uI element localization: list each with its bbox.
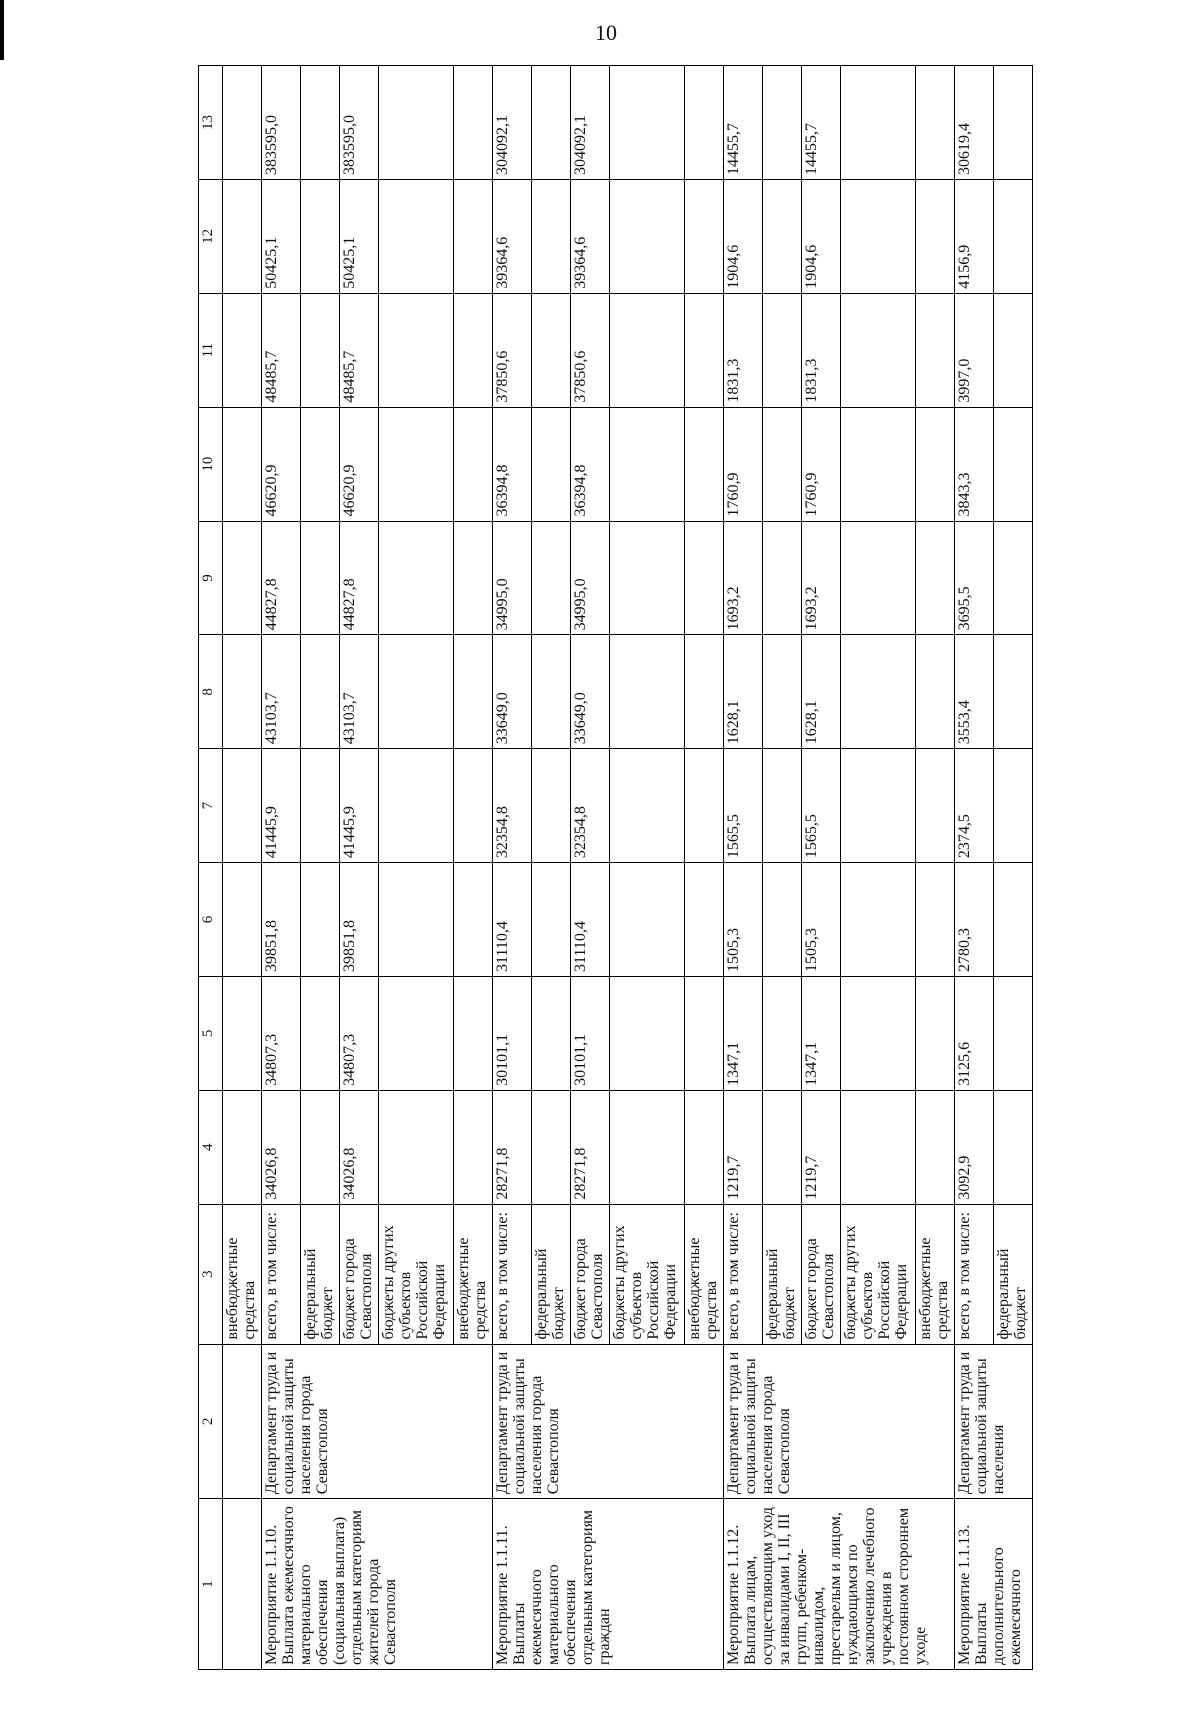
amount-cell <box>379 407 454 521</box>
amount-cell <box>685 66 724 180</box>
source-label: внебюджетные средства <box>223 1204 262 1344</box>
amount-cell <box>610 521 685 635</box>
amount-cell <box>916 1090 955 1204</box>
col-header: 12 <box>199 179 223 293</box>
amount-cell <box>301 179 340 293</box>
amount-cell <box>301 66 340 180</box>
amount-cell <box>841 863 916 977</box>
table-row <box>262 66 301 1670</box>
table-body <box>223 66 1033 1670</box>
executor: Департамент труда и социальной защиты населения <box>955 1344 1033 1499</box>
amount-cell: 3553,4 <box>955 635 994 749</box>
amount-cell <box>841 293 916 407</box>
col-header: 5 <box>199 976 223 1090</box>
amount-cell <box>610 635 685 749</box>
source-label: федеральный бюджет <box>532 1204 571 1344</box>
amount-cell <box>763 749 802 863</box>
amount-cell <box>454 293 493 407</box>
measure-title: Мероприятие 1.1.12. Выплата лицам, осуществляющим уход за инвалидами I, II, III групп, ребенком-инвалидом, престарелым и лицом, нуждающимся по заключению лечебного учреждения в постоянном стороннем уходе <box>724 1499 955 1670</box>
table-row <box>493 66 532 1670</box>
amount-cell <box>916 407 955 521</box>
amount-cell: 50425,1 <box>262 179 301 293</box>
amount-cell: 2780,3 <box>955 863 994 977</box>
measure-title: Мероприятие 1.1.11. Выплаты ежемесячного материального обеспечения отдельным категориям граждан <box>493 1499 724 1670</box>
measure-title: Мероприятие 1.1.13. Выплаты дополнительного ежемесячного <box>955 1499 1033 1670</box>
amount-cell <box>916 976 955 1090</box>
col-header: 13 <box>199 66 223 180</box>
amount-cell <box>685 976 724 1090</box>
amount-cell: 1505,3 <box>724 863 763 977</box>
source-label: бюджет города Севастополя <box>802 1204 841 1344</box>
amount-cell: 1831,3 <box>724 293 763 407</box>
amount-cell: 34807,3 <box>340 976 379 1090</box>
amount-cell <box>379 179 454 293</box>
amount-cell <box>841 179 916 293</box>
header-row <box>199 66 223 1670</box>
amount-cell: 43103,7 <box>262 635 301 749</box>
amount-cell: 1760,9 <box>802 407 841 521</box>
amount-cell: 37850,6 <box>493 293 532 407</box>
amount-cell: 2374,5 <box>955 749 994 863</box>
col-header: 6 <box>199 863 223 977</box>
rotated-table-container <box>198 65 1181 1670</box>
amount-cell <box>994 976 1033 1090</box>
executor: Департамент труда и социальной защиты населения города Севастополя <box>493 1344 724 1499</box>
source-label: бюджет города Севастополя <box>571 1204 610 1344</box>
source-label: всего, в том числе: <box>262 1204 301 1344</box>
source-label: бюджеты других субъектов Российской Федерации <box>841 1204 916 1344</box>
amount-cell <box>454 521 493 635</box>
amount-cell: 32354,8 <box>571 749 610 863</box>
amount-cell <box>841 521 916 635</box>
amount-cell: 1347,1 <box>802 976 841 1090</box>
amount-cell <box>610 179 685 293</box>
amount-cell: 36394,8 <box>493 407 532 521</box>
amount-cell: 1904,6 <box>724 179 763 293</box>
amount-cell <box>454 863 493 977</box>
amount-cell <box>994 635 1033 749</box>
amount-cell <box>763 293 802 407</box>
amount-cell <box>301 293 340 407</box>
amount-cell: 1219,7 <box>802 1090 841 1204</box>
amount-cell <box>763 179 802 293</box>
amount-cell <box>379 1090 454 1204</box>
amount-cell <box>763 863 802 977</box>
amount-cell <box>916 749 955 863</box>
amount-cell <box>763 976 802 1090</box>
amount-cell <box>379 521 454 635</box>
source-label: бюджет города Севастополя <box>340 1204 379 1344</box>
amount-cell <box>685 749 724 863</box>
amount-cell: 3843,3 <box>955 407 994 521</box>
amount-cell: 46620,9 <box>340 407 379 521</box>
amount-cell <box>379 66 454 180</box>
amount-cell: 304092,1 <box>571 66 610 180</box>
amount-cell <box>532 66 571 180</box>
amount-cell: 36394,8 <box>571 407 610 521</box>
amount-cell <box>916 863 955 977</box>
source-label: бюджеты других субъектов Российской Федерации <box>610 1204 685 1344</box>
amount-cell <box>610 66 685 180</box>
amount-cell: 31110,4 <box>493 863 532 977</box>
amount-cell: 4156,9 <box>955 179 994 293</box>
amount-cell: 1565,5 <box>802 749 841 863</box>
amount-cell <box>763 407 802 521</box>
amount-cell: 28271,8 <box>571 1090 610 1204</box>
amount-cell: 3092,9 <box>955 1090 994 1204</box>
amount-cell: 3997,0 <box>955 293 994 407</box>
scan-edge-mark <box>0 0 4 60</box>
amount-cell: 46620,9 <box>262 407 301 521</box>
source-label: внебюджетные средства <box>454 1204 493 1344</box>
measure-title: Мероприятие 1.1.10. Выплата ежемесячного материального обеспечения (социальная выплата) отдельным категориям жителей города Севастополя <box>262 1499 493 1670</box>
amount-cell: 41445,9 <box>262 749 301 863</box>
amount-cell: 43103,7 <box>340 635 379 749</box>
amount-cell <box>301 976 340 1090</box>
amount-cell <box>532 179 571 293</box>
amount-cell <box>685 863 724 977</box>
amount-cell: 1505,3 <box>802 863 841 977</box>
amount-cell: 39364,6 <box>571 179 610 293</box>
amount-cell: 3695,5 <box>955 521 994 635</box>
amount-cell: 32354,8 <box>493 749 532 863</box>
table-row <box>955 66 994 1670</box>
amount-cell: 34995,0 <box>571 521 610 635</box>
source-label: внебюджетные средства <box>685 1204 724 1344</box>
col-header: 2 <box>199 1344 223 1499</box>
continuation-row <box>223 66 262 1670</box>
col-header: 1 <box>199 1499 223 1670</box>
amount-cell <box>454 976 493 1090</box>
amount-cell <box>841 1090 916 1204</box>
amount-cell <box>379 635 454 749</box>
amount-cell <box>685 521 724 635</box>
amount-cell <box>379 976 454 1090</box>
amount-cell <box>454 1090 493 1204</box>
amount-cell: 33649,0 <box>571 635 610 749</box>
amount-cell <box>610 749 685 863</box>
amount-cell <box>994 749 1033 863</box>
col-header: 3 <box>199 1204 223 1344</box>
col-header: 4 <box>199 1090 223 1204</box>
amount-cell: 34026,8 <box>262 1090 301 1204</box>
amount-cell <box>994 863 1033 977</box>
amount-cell <box>916 179 955 293</box>
amount-cell <box>379 863 454 977</box>
amount-cell: 1831,3 <box>802 293 841 407</box>
source-label: всего, в том числе: <box>724 1204 763 1344</box>
amount-cell <box>379 293 454 407</box>
col-header: 10 <box>199 407 223 521</box>
page-number: 10 <box>595 20 617 45</box>
amount-cell: 1565,5 <box>724 749 763 863</box>
amount-cell <box>916 293 955 407</box>
amount-cell <box>532 863 571 977</box>
amount-cell <box>994 1090 1033 1204</box>
amount-cell: 383595,0 <box>262 66 301 180</box>
amount-cell <box>994 293 1033 407</box>
amount-cell <box>685 293 724 407</box>
budget-table <box>198 65 1033 1670</box>
amount-cell <box>301 407 340 521</box>
col-header: 7 <box>199 749 223 863</box>
executor: Департамент труда и социальной защиты населения города Севастополя <box>724 1344 955 1499</box>
amount-cell: 14455,7 <box>802 66 841 180</box>
amount-cell <box>841 976 916 1090</box>
amount-cell <box>841 407 916 521</box>
amount-cell <box>916 635 955 749</box>
amount-cell: 1693,2 <box>802 521 841 635</box>
amount-cell <box>532 1090 571 1204</box>
amount-cell <box>301 749 340 863</box>
amount-cell <box>763 1090 802 1204</box>
amount-cell: 34026,8 <box>340 1090 379 1204</box>
source-label: внебюджетные средства <box>916 1204 955 1344</box>
amount-cell: 31110,4 <box>571 863 610 977</box>
amount-cell <box>763 635 802 749</box>
amount-cell: 30101,1 <box>571 976 610 1090</box>
amount-cell <box>454 66 493 180</box>
executor: Департамент труда и социальной защиты населения города Севастополя <box>262 1344 493 1499</box>
amount-cell <box>610 293 685 407</box>
amount-cell <box>916 521 955 635</box>
amount-cell: 33649,0 <box>493 635 532 749</box>
amount-cell: 3125,6 <box>955 976 994 1090</box>
amount-cell <box>841 635 916 749</box>
amount-cell <box>532 521 571 635</box>
amount-cell <box>532 749 571 863</box>
col-header: 11 <box>199 293 223 407</box>
amount-cell: 1347,1 <box>724 976 763 1090</box>
amount-cell: 44827,8 <box>340 521 379 635</box>
amount-cell <box>301 635 340 749</box>
amount-cell <box>685 1090 724 1204</box>
amount-cell <box>610 863 685 977</box>
source-label: всего, в том числе: <box>955 1204 994 1344</box>
amount-cell <box>301 1090 340 1204</box>
amount-cell <box>994 407 1033 521</box>
amount-cell: 34995,0 <box>493 521 532 635</box>
amount-cell <box>454 635 493 749</box>
amount-cell <box>916 66 955 180</box>
amount-cell: 30619,4 <box>955 66 994 180</box>
amount-cell: 1760,9 <box>724 407 763 521</box>
amount-cell: 50425,1 <box>340 179 379 293</box>
col-header: 9 <box>199 521 223 635</box>
amount-cell: 39364,6 <box>493 179 532 293</box>
amount-cell: 304092,1 <box>493 66 532 180</box>
amount-cell <box>685 635 724 749</box>
amount-cell: 14455,7 <box>724 66 763 180</box>
source-label: федеральный бюджет <box>763 1204 802 1344</box>
amount-cell: 30101,1 <box>493 976 532 1090</box>
amount-cell: 39851,8 <box>262 863 301 977</box>
amount-cell: 1904,6 <box>802 179 841 293</box>
amount-cell: 383595,0 <box>340 66 379 180</box>
amount-cell <box>301 521 340 635</box>
amount-cell <box>994 521 1033 635</box>
amount-cell <box>841 66 916 180</box>
source-label: федеральный бюджет <box>994 1204 1033 1344</box>
amount-cell <box>532 976 571 1090</box>
amount-cell: 1693,2 <box>724 521 763 635</box>
amount-cell <box>610 1090 685 1204</box>
amount-cell <box>454 179 493 293</box>
amount-cell <box>454 407 493 521</box>
table-row <box>724 66 763 1670</box>
amount-cell: 39851,8 <box>340 863 379 977</box>
amount-cell <box>532 407 571 521</box>
amount-cell: 37850,6 <box>571 293 610 407</box>
amount-cell: 48485,7 <box>262 293 301 407</box>
amount-cell: 28271,8 <box>493 1090 532 1204</box>
col-header: 8 <box>199 635 223 749</box>
amount-cell <box>685 407 724 521</box>
amount-cell: 48485,7 <box>340 293 379 407</box>
amount-cell <box>994 66 1033 180</box>
amount-cell: 1628,1 <box>802 635 841 749</box>
source-label: всего, в том числе: <box>493 1204 532 1344</box>
amount-cell <box>610 407 685 521</box>
amount-cell <box>763 521 802 635</box>
source-label: федеральный бюджет <box>301 1204 340 1344</box>
amount-cell <box>379 749 454 863</box>
amount-cell <box>610 976 685 1090</box>
amount-cell <box>763 66 802 180</box>
amount-cell <box>685 179 724 293</box>
amount-cell: 1628,1 <box>724 635 763 749</box>
amount-cell: 1219,7 <box>724 1090 763 1204</box>
amount-cell <box>532 635 571 749</box>
source-label: бюджеты других субъектов Российской Федерации <box>379 1204 454 1344</box>
amount-cell <box>994 179 1033 293</box>
amount-cell <box>454 749 493 863</box>
amount-cell <box>532 293 571 407</box>
amount-cell <box>301 863 340 977</box>
amount-cell: 41445,9 <box>340 749 379 863</box>
amount-cell <box>841 749 916 863</box>
amount-cell: 44827,8 <box>262 521 301 635</box>
amount-cell: 34807,3 <box>262 976 301 1090</box>
